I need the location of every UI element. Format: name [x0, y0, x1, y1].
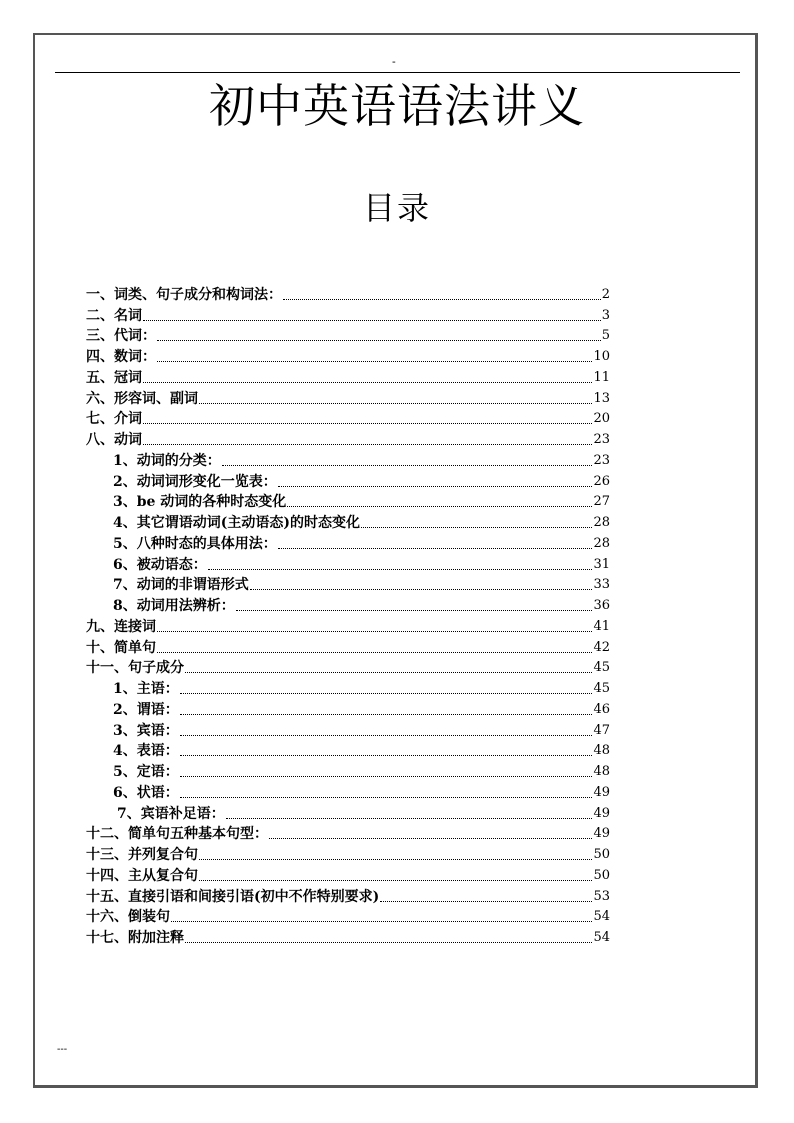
toc-page-number: 46 [593, 701, 610, 717]
toc-page-number: 49 [593, 826, 610, 842]
toc-subentry[interactable] [86, 594, 610, 615]
toc-page-number: 45 [593, 681, 610, 696]
toc-entry[interactable] [86, 657, 610, 678]
toc-dot-leader [199, 859, 592, 860]
toc-dot-leader [143, 382, 592, 383]
toc-dot-leader [208, 569, 593, 570]
toc-page-number: 23 [593, 452, 610, 468]
toc-entry-label: 1、动词的分类： [113, 452, 221, 469]
toc-subentry[interactable] [86, 511, 610, 532]
toc-entry-label: 十二、简单句五种基本句型： [86, 826, 268, 843]
toc-page-number: 23 [593, 432, 610, 447]
toc-entry-label: 五、冠词 [86, 369, 142, 386]
toc-dot-leader [157, 631, 592, 632]
toc-subentry[interactable] [86, 574, 610, 595]
toc-page-number: 5 [601, 328, 610, 344]
toc-entry-label: 十五、直接引语和间接引语(初中不作特别要求) [86, 888, 380, 905]
toc-page-number: 45 [593, 660, 610, 676]
toc-dot-leader [180, 755, 593, 756]
toc-dot-leader [143, 320, 601, 321]
toc-page-number: 28 [593, 515, 610, 530]
header-rule [55, 72, 740, 73]
toc-subentry[interactable] [86, 491, 610, 512]
table-of-contents [86, 283, 610, 947]
toc-entry-label: 十、简单句 [86, 639, 156, 656]
toc-dot-leader [380, 901, 592, 902]
toc-dot-leader [278, 486, 593, 487]
toc-subentry[interactable] [86, 677, 610, 698]
toc-dot-leader [199, 880, 592, 881]
toc-entry-label: 1、主语： [113, 681, 179, 697]
toc-entry-label: 7、动词的非谓语形式 [113, 577, 249, 594]
footer-mark: --- [57, 1044, 68, 1055]
toc-page-number: 49 [593, 805, 610, 821]
toc-entry-label: 4、其它谓语动词(主动语态)的时态变化 [113, 515, 360, 531]
toc-page-number: 42 [593, 639, 610, 655]
toc-subentry[interactable] [86, 698, 610, 719]
toc-entry[interactable] [86, 428, 610, 449]
toc-entry-label: 十一、句子成分 [86, 660, 184, 677]
toc-entry[interactable] [86, 636, 610, 657]
toc-subentry[interactable] [86, 802, 610, 823]
toc-entry-label: 5、八种时态的具体用法： [113, 535, 277, 552]
toc-entry-label: 3、be 动词的各种时态变化 [113, 494, 287, 511]
toc-subentry[interactable] [86, 740, 610, 761]
toc-dot-leader [236, 610, 593, 611]
toc-page-number: 10 [593, 349, 610, 364]
header-mark: - [392, 55, 396, 68]
toc-entry-label: 九、连接词 [86, 618, 156, 635]
toc-dot-leader [157, 340, 601, 341]
toc-entry-label: 十三、并列复合句 [86, 847, 198, 863]
toc-entry-label: 4、表语： [113, 743, 179, 760]
toc-page-number: 20 [593, 411, 610, 427]
toc-entry[interactable] [86, 408, 610, 429]
toc-dot-leader [269, 838, 592, 839]
toc-subentry[interactable] [86, 553, 610, 574]
toc-entry-label: 三、代词： [86, 328, 156, 345]
toc-page-number: 48 [593, 764, 610, 779]
toc-subentry[interactable] [86, 781, 610, 802]
toc-entry-label: 6、状语： [113, 784, 179, 801]
toc-dot-leader [226, 818, 593, 819]
toc-entry-label: 2、动词词形变化一览表： [113, 473, 277, 490]
toc-dot-leader [143, 444, 592, 445]
toc-subentry[interactable] [86, 532, 610, 553]
toc-entry[interactable] [86, 366, 610, 387]
toc-entry-label: 二、名词 [86, 307, 142, 324]
toc-page-number: 50 [593, 847, 610, 862]
toc-entry-label: 8、动词用法辨析： [113, 598, 235, 614]
toc-entry[interactable] [86, 304, 610, 325]
toc-title: 目录 [362, 189, 431, 227]
toc-page-number: 11 [593, 369, 610, 385]
toc-page-number: 26 [593, 473, 610, 489]
toc-dot-leader [278, 548, 593, 549]
toc-page-number: 50 [593, 867, 610, 883]
toc-entry-label: 四、数词： [86, 349, 156, 365]
toc-dot-leader [180, 797, 593, 798]
toc-entry-label: 7、宾语补足语： [117, 805, 225, 822]
toc-dot-leader [157, 361, 592, 362]
toc-dot-leader [199, 403, 592, 404]
toc-dot-leader [180, 714, 593, 715]
toc-page-number: 36 [593, 598, 610, 613]
toc-dot-leader [171, 921, 592, 922]
toc-page-number: 31 [593, 556, 610, 572]
toc-dot-leader [157, 652, 592, 653]
toc-entry[interactable] [86, 864, 610, 885]
toc-entry[interactable] [86, 843, 610, 864]
toc-dot-leader [287, 506, 592, 507]
toc-entry-label: 六、形容词、副词 [86, 390, 198, 407]
toc-page-number: 47 [593, 722, 610, 738]
toc-page-number: 54 [593, 930, 610, 945]
toc-dot-leader [361, 527, 592, 528]
toc-entry[interactable] [86, 926, 610, 947]
toc-page-number: 2 [601, 286, 610, 302]
toc-subentry[interactable] [86, 719, 610, 740]
toc-page-number: 41 [593, 618, 610, 634]
toc-page-number: 49 [593, 784, 610, 800]
toc-entry-label: 十七、附加注释 [86, 930, 184, 946]
toc-page-number: 53 [593, 888, 610, 904]
toc-entry[interactable] [86, 823, 610, 844]
toc-entry-label: 2、谓语： [113, 701, 179, 718]
toc-subentry[interactable] [86, 470, 610, 491]
toc-entry-label: 八、动词 [86, 432, 142, 448]
toc-dot-leader [180, 693, 593, 694]
toc-page-number: 28 [593, 535, 610, 551]
toc-entry[interactable] [86, 283, 610, 304]
toc-dot-leader [143, 423, 592, 424]
toc-entry[interactable] [86, 885, 610, 906]
toc-entry-label: 十四、主从复合句 [86, 867, 198, 884]
toc-entry-label: 七、介词 [86, 411, 142, 428]
toc-dot-leader [250, 589, 593, 590]
toc-page-number: 33 [593, 577, 610, 593]
toc-dot-leader [222, 465, 593, 466]
toc-entry-label: 6、被动语态： [113, 556, 207, 573]
toc-entry-label: 一、词类、句子成分和构词法： [86, 286, 282, 303]
toc-entry[interactable] [86, 325, 610, 346]
toc-entry-label: 5、定语： [113, 764, 179, 780]
toc-page-number: 3 [601, 307, 610, 323]
toc-entry-label: 十六、倒装句 [86, 909, 170, 926]
toc-page-number: 54 [593, 909, 610, 925]
toc-dot-leader [185, 942, 592, 943]
toc-dot-leader [185, 672, 592, 673]
toc-dot-leader [180, 735, 593, 736]
document-title: 初中英语语法讲义 [209, 79, 585, 133]
toc-entry[interactable] [86, 387, 610, 408]
toc-entry-label: 3、宾语： [113, 722, 179, 739]
toc-entry[interactable] [86, 345, 610, 366]
toc-dot-leader [180, 776, 593, 777]
toc-subentry[interactable] [86, 760, 610, 781]
toc-page-number: 13 [593, 390, 610, 406]
toc-entry[interactable] [86, 906, 610, 927]
toc-entry[interactable] [86, 615, 610, 636]
toc-page-number: 48 [593, 743, 610, 759]
toc-page-number: 27 [593, 494, 610, 510]
toc-subentry[interactable] [86, 449, 610, 470]
toc-dot-leader [283, 299, 601, 300]
